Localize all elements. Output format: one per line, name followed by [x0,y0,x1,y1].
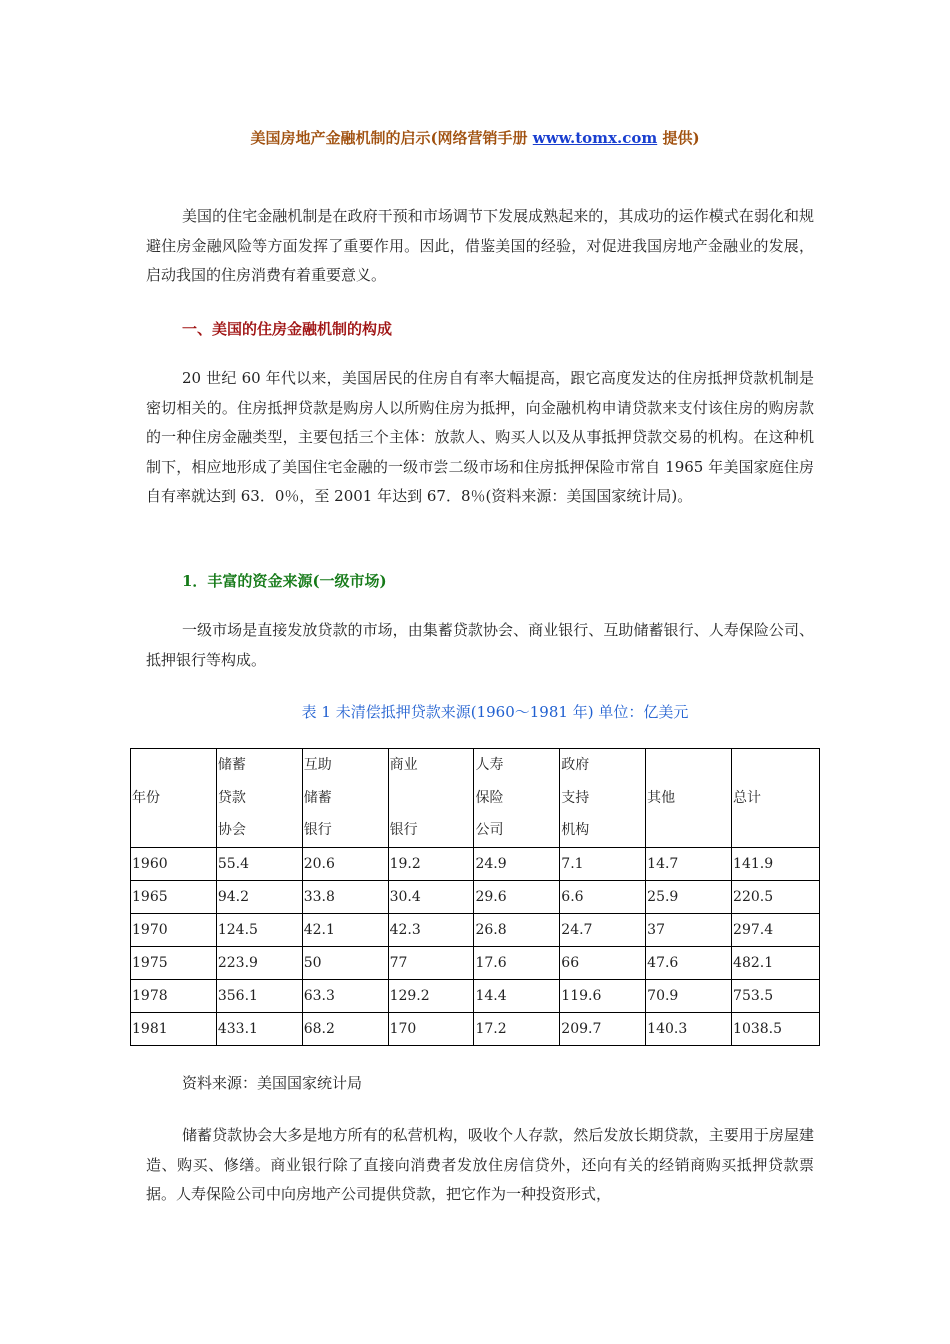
table-cell: 77 [388,947,474,980]
title-prefix: 美国房地产金融机制的启示(网络营销手册 [250,129,533,147]
table-cell: 20.6 [302,848,388,881]
table-header-line: 公司 [475,822,504,839]
table-cell: 47.6 [646,947,732,980]
table-header-line: 其他 [647,789,676,806]
table-cell: 1978 [131,980,217,1013]
table-cell: 30.4 [388,881,474,914]
table-header-line: 互助 [303,757,332,774]
table-cell: 209.7 [560,1013,646,1046]
table-row [131,980,820,1013]
table-cell: 433.1 [216,1013,302,1046]
title-link[interactable]: www.tomx.com [532,129,658,147]
table-cell: 753.5 [732,980,820,1013]
table-cell: 119.6 [560,980,646,1013]
table-header-line: 支持 [561,789,590,806]
table-cell: 1981 [131,1013,217,1046]
table-cell: 70.9 [646,980,732,1013]
table-cell: 6.6 [560,881,646,914]
table-cell: 66 [560,947,646,980]
table-cell: 24.9 [474,848,560,881]
table-header-cell [732,749,820,848]
table-row [131,947,820,980]
table-source-note: 资料来源：美国国家统计局 [182,1074,363,1092]
table-header-line: 银行 [389,822,418,839]
table-cell: 129.2 [388,980,474,1013]
table-cell: 220.5 [732,881,820,914]
table-cell: 1038.5 [732,1013,820,1046]
table-cell: 26.8 [474,914,560,947]
title-suffix: 提供) [657,129,700,147]
table-cell: 42.1 [302,914,388,947]
table-header-cell [302,749,388,848]
table-header-line: 保险 [475,789,504,806]
table-header-cell [388,749,474,848]
section-heading-1: 一、美国的住房金融机制的构成 [182,320,393,338]
table-row [131,881,820,914]
table-cell: 482.1 [732,947,820,980]
table-header-line: 贷款 [217,789,246,806]
loan-source-table [130,748,820,1046]
table-header-line: 政府 [561,757,590,774]
table-cell: 19.2 [388,848,474,881]
table-header-cell [131,749,217,848]
paragraph-3: 一级市场是直接发放贷款的市场，由集蓄贷款协会、商业银行、互助储蓄银行、人寿保险公司、抵押银行等构成。 [146,621,814,669]
table-header-cell [474,749,560,848]
table-cell: 17.2 [474,1013,560,1046]
table-cell: 170 [388,1013,474,1046]
table-header-line: 银行 [303,822,332,839]
table-cell: 1965 [131,881,217,914]
table-cell: 124.5 [216,914,302,947]
table-cell: 68.2 [302,1013,388,1046]
table-cell: 14.4 [474,980,560,1013]
table-cell: 17.6 [474,947,560,980]
table-row [131,848,820,881]
table-header-line: 年份 [132,789,160,806]
table-cell: 297.4 [732,914,820,947]
table-cell: 356.1 [216,980,302,1013]
table-cell: 55.4 [216,848,302,881]
intro-paragraph: 美国的住宅金融机制是在政府干预和市场调节下发展成熟起来的，其成功的运作模式在弱化和规避住房金融风险等方面发挥了重要作用。因此，借鉴美国的经验，对促进我国房地产金融业的发展，启动我国的住房消费有着重要意义。 [146,207,814,284]
document-title [0,127,950,148]
table-header-line: 人寿 [475,757,504,774]
table-header-cell [646,749,732,848]
table-cell: 37 [646,914,732,947]
table-cell: 1960 [131,848,217,881]
table-cell: 7.1 [560,848,646,881]
table-cell: 42.3 [388,914,474,947]
table-cell: 141.9 [732,848,820,881]
paragraph-4: 储蓄贷款协会大多是地方所有的私营机构，吸收个人存款，然后发放长期贷款，主要用于房屋建造、购买、修缮。商业银行除了直接向消费者发放住房信贷外，还向有关的经销商购买抵押贷款票据。人寿保险公司中向房地产公司提供贷款，把它作为一种投资形式， [146,1126,814,1203]
table-cell: 24.7 [560,914,646,947]
table-row [131,914,820,947]
paragraph-2: 20 世纪 60 年代以来，美国居民的住房自有率大幅提高，跟它高度发达的住房抵押贷款机制是密切相关的。住房抵押贷款是购房人以所购住房为抵押，向金融机构申请贷款来支付该住房的购房款的一种住房金融类型，主要包括三个主体：放款人、购买人以及从事抵押贷款交易的机构。在这种机制下，相应地形成了美国住宅金融的一级市尝二级市场和住房抵押保险市常自 1965 年美国家庭住房自有率就达到 63．0％，至 2001 年达到 67．8％(资料来源：美国国家统计局)。 [146,369,814,505]
table-cell: 29.6 [474,881,560,914]
table-header-line: 总计 [733,789,762,806]
table-header-line: 储蓄 [217,757,246,774]
table-cell: 140.3 [646,1013,732,1046]
table-row [131,1013,820,1046]
table-cell: 25.9 [646,881,732,914]
table-cell: 14.7 [646,848,732,881]
table-cell: 1975 [131,947,217,980]
table-cell: 50 [302,947,388,980]
table-cell: 1970 [131,914,217,947]
table-header-line [390,782,474,815]
table-cell: 94.2 [216,881,302,914]
subsection-heading-1: 1．丰富的资金来源(一级市场) [182,572,387,590]
table-header-cell [216,749,302,848]
table-caption: 表 1 未清偿抵押贷款来源(1960～1981 年) 单位：亿美元 [301,703,689,721]
table-cell: 33.8 [302,881,388,914]
table-header-line: 储蓄 [303,789,332,806]
table-header-line: 协会 [217,822,246,839]
table-header-row [131,749,820,848]
table-header-line: 机构 [561,822,590,839]
table-cell: 63.3 [302,980,388,1013]
table-header-line: 商业 [389,757,418,774]
table-cell: 223.9 [216,947,302,980]
table-header-cell [560,749,646,848]
